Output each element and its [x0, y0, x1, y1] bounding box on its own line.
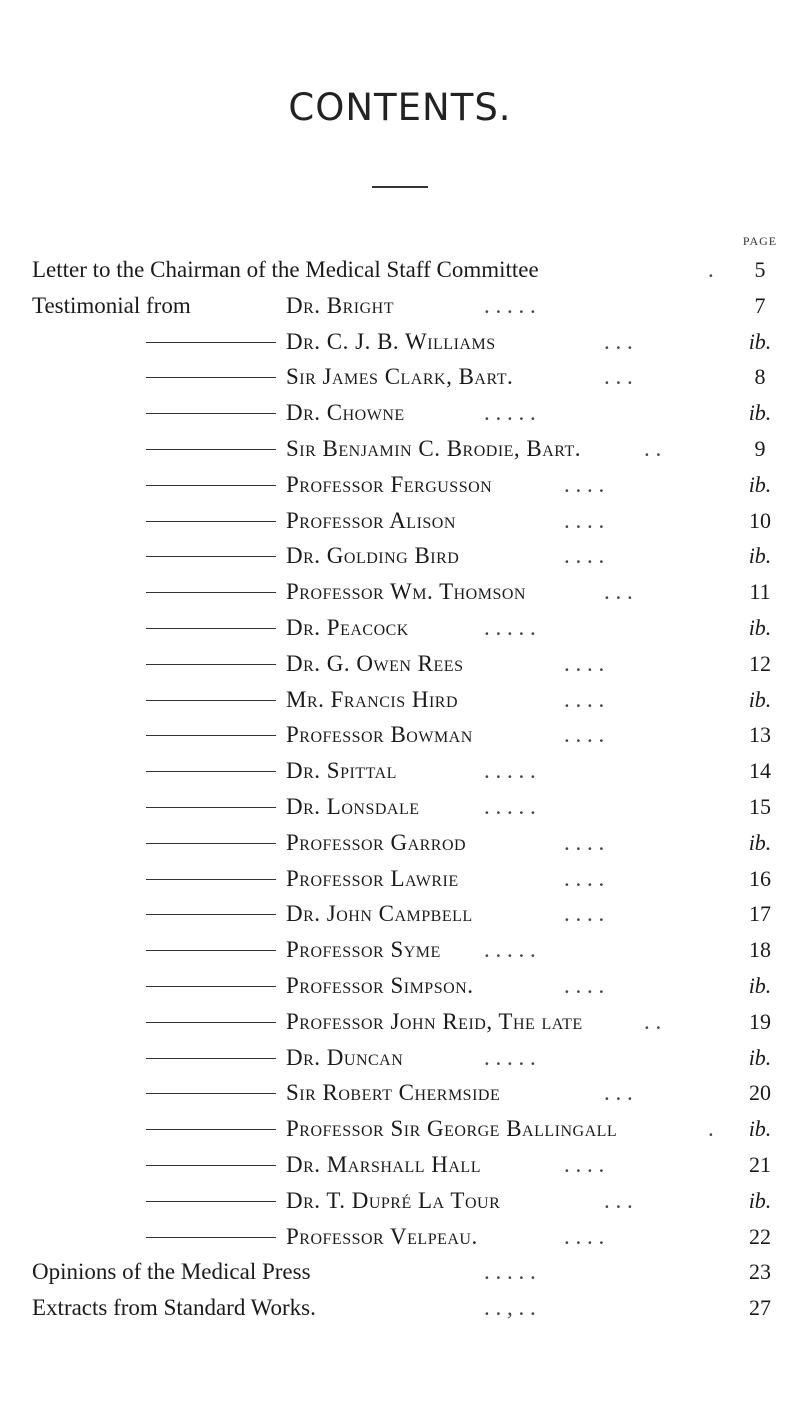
dot-leader: . . .	[604, 364, 633, 390]
toc-entry-page: 14	[749, 758, 771, 784]
toc-entry-name: Dr. Peacock	[286, 614, 409, 640]
dot-leader: .	[708, 1116, 714, 1142]
ditto-rule	[146, 771, 276, 772]
toc-entry	[0, 574, 800, 610]
toc-entry-page: 20	[749, 1080, 771, 1106]
toc-entry-name: Dr. John Campbell	[286, 901, 473, 927]
dot-leader: . . . .	[564, 1223, 605, 1249]
dot-leader: . . . . .	[484, 400, 536, 426]
toc-entry	[0, 1147, 800, 1183]
dot-leader: . . . . .	[484, 292, 536, 318]
toc-entry-page: ib.	[748, 1187, 772, 1213]
toc-entry-name: Dr. Chowne	[286, 400, 405, 426]
toc-entry	[0, 1075, 800, 1111]
ditto-rule	[146, 700, 276, 701]
toc-entry	[0, 252, 800, 288]
toc-entry	[0, 1219, 800, 1255]
toc-entry	[0, 359, 800, 395]
toc-entry-title: Extracts from Standard Works.	[32, 1295, 316, 1321]
toc-entry	[0, 1111, 800, 1147]
toc-entry-name: Professor Fergusson	[286, 471, 493, 497]
toc-entry-page: ib.	[748, 829, 772, 855]
toc-entry	[0, 968, 800, 1004]
toc-entry	[0, 288, 800, 324]
toc-entry	[0, 1290, 800, 1326]
toc-entry-name: Dr. Marshall Hall	[286, 1151, 481, 1177]
dot-leader: . . . .	[564, 686, 605, 712]
toc-entry	[0, 682, 800, 718]
toc-entry	[0, 789, 800, 825]
toc-entry-page: 9	[754, 435, 766, 461]
toc-entry-name: Professor Alison	[286, 507, 456, 533]
dot-leader: . . , . .	[484, 1295, 536, 1321]
toc-entry-name: Professor Garrod	[286, 829, 467, 855]
toc-entry-name: Dr. Lonsdale	[286, 793, 420, 819]
toc-entry-page: 21	[749, 1151, 771, 1177]
title-rule	[372, 186, 428, 188]
dot-leader: .	[708, 257, 714, 282]
toc-entry	[0, 395, 800, 431]
toc-entry-name: Professor Syme	[286, 937, 441, 963]
toc-entry-name: Dr. Spittal	[286, 758, 397, 784]
ditto-rule	[146, 628, 276, 629]
toc-entry-name: Dr. C. J. B. Williams	[286, 328, 496, 354]
toc-entry-name: Dr. Bright	[286, 292, 395, 318]
ditto-rule	[146, 521, 276, 522]
toc-entry	[0, 610, 800, 646]
toc-entry-page: 12	[749, 650, 771, 676]
dot-leader: . . . . .	[484, 793, 536, 819]
toc-entry-page: ib.	[748, 1116, 772, 1142]
toc-entry-name: Sir Robert Chermside	[286, 1080, 501, 1106]
toc-entry-name: Dr. G. Owen Rees	[286, 650, 464, 676]
dot-leader: . .	[644, 435, 662, 461]
toc-entry-page: 27	[749, 1295, 771, 1321]
toc-entry-name: Sir James Clark, Bart.	[286, 364, 514, 390]
dot-leader: . .	[644, 1008, 662, 1034]
ditto-rule	[146, 342, 276, 343]
ditto-rule	[146, 1237, 276, 1238]
dot-leader: . . .	[604, 1187, 633, 1213]
dot-leader: . . . . .	[484, 758, 536, 784]
toc-entry	[0, 538, 800, 574]
ditto-rule	[146, 664, 276, 665]
ditto-rule	[146, 986, 276, 987]
toc-entry-page: 19	[749, 1008, 771, 1034]
toc-entry-page: ib.	[748, 1044, 772, 1070]
toc-entry	[0, 646, 800, 682]
ditto-rule	[146, 485, 276, 486]
toc-entry	[0, 1183, 800, 1219]
toc-entry	[0, 1040, 800, 1076]
toc-entry-title: Letter to the Chairman of the Medical Staff Committee	[32, 257, 539, 282]
ditto-rule	[146, 1022, 276, 1023]
dot-leader: . . . .	[564, 972, 605, 998]
toc-entry-title: Opinions of the Medical Press	[32, 1259, 311, 1285]
toc-entry-name: Professor John Reid, The late	[286, 1008, 583, 1034]
toc-entry-page: ib.	[748, 686, 772, 712]
toc-entry	[0, 324, 800, 360]
toc-entry-name: Dr. Golding Bird	[286, 543, 460, 569]
toc-entry-page: 15	[749, 793, 771, 819]
dot-leader: . . . .	[564, 722, 605, 748]
toc-entry-page: 17	[749, 901, 771, 927]
toc-entry	[0, 717, 800, 753]
toc-entry-name: Professor Wm. Thomson	[286, 579, 526, 605]
toc-entry	[0, 753, 800, 789]
dot-leader: . . .	[604, 328, 633, 354]
toc-entry-page: 7	[754, 292, 766, 318]
ditto-rule	[146, 1201, 276, 1202]
toc-entry-page: ib.	[748, 972, 772, 998]
page-title: CONTENTS.	[288, 86, 512, 129]
toc-entry-page: 23	[749, 1259, 771, 1285]
toc-entry-name: Mr. Francis Hird	[286, 686, 459, 712]
dot-leader: . . .	[604, 1080, 633, 1106]
ditto-rule	[146, 1058, 276, 1059]
dot-leader: . . . . .	[484, 1044, 536, 1070]
ditto-rule	[146, 1129, 276, 1130]
dot-leader: . . . .	[564, 901, 605, 927]
ditto-rule	[146, 377, 276, 378]
toc-entry-page: 11	[749, 579, 771, 605]
table-of-contents	[0, 252, 800, 1326]
dot-leader: . . . .	[564, 1151, 605, 1177]
toc-entry-page: ib.	[748, 614, 772, 640]
toc-entry-page: ib.	[748, 328, 772, 354]
dot-leader: . . . . .	[484, 614, 536, 640]
toc-entry-page: 8	[754, 364, 766, 390]
dot-leader: . . . .	[564, 543, 605, 569]
ditto-rule	[146, 413, 276, 414]
dot-leader: . . . .	[564, 829, 605, 855]
toc-entry-page: 5	[754, 257, 766, 282]
ditto-rule	[146, 879, 276, 880]
toc-entry-name: Professor Velpeau.	[286, 1223, 478, 1249]
toc-entry-name: Professor Sir George Ballingall	[286, 1116, 618, 1142]
toc-entry-page: ib.	[748, 543, 772, 569]
ditto-rule	[146, 843, 276, 844]
toc-entry	[0, 861, 800, 897]
toc-entry	[0, 1004, 800, 1040]
ditto-rule	[146, 950, 276, 951]
ditto-rule	[146, 807, 276, 808]
dot-leader: . . . .	[564, 471, 605, 497]
ditto-rule	[146, 1165, 276, 1166]
ditto-rule	[146, 449, 276, 450]
toc-entry	[0, 1254, 800, 1290]
page-column-header: PAGE	[742, 234, 778, 248]
ditto-rule	[146, 556, 276, 557]
toc-entry-page: 22	[749, 1223, 771, 1249]
toc-entry-page: 13	[749, 722, 771, 748]
toc-entry	[0, 431, 800, 467]
toc-entry-name: Professor Lawrie	[286, 865, 459, 891]
ditto-rule	[146, 592, 276, 593]
toc-entry-page: 18	[749, 937, 771, 963]
toc-entry-name: Professor Simpson.	[286, 972, 474, 998]
toc-entry	[0, 467, 800, 503]
toc-entry	[0, 896, 800, 932]
toc-entry-name: Sir Benjamin C. Brodie, Bart.	[286, 435, 582, 461]
dot-leader: . . . .	[564, 507, 605, 533]
toc-entry	[0, 932, 800, 968]
toc-entry-lead: Testimonial from	[32, 292, 191, 318]
toc-entry-page: ib.	[748, 471, 772, 497]
ditto-rule	[146, 1093, 276, 1094]
toc-entry-name: Dr. Duncan	[286, 1044, 404, 1070]
toc-entry	[0, 503, 800, 539]
ditto-rule	[146, 914, 276, 915]
toc-entry-page: ib.	[748, 400, 772, 426]
toc-entry	[0, 825, 800, 861]
toc-entry-name: Professor Bowman	[286, 722, 473, 748]
toc-entry-page: 10	[749, 507, 771, 533]
dot-leader: . . . .	[564, 650, 605, 676]
dot-leader: . . . . .	[484, 1259, 536, 1285]
toc-entry-name: Dr. T. Dupré La Tour	[286, 1187, 501, 1213]
ditto-rule	[146, 735, 276, 736]
toc-entry-page: 16	[749, 865, 771, 891]
dot-leader: . . . . .	[484, 937, 536, 963]
dot-leader: . . .	[604, 579, 633, 605]
dot-leader: . . . .	[564, 865, 605, 891]
